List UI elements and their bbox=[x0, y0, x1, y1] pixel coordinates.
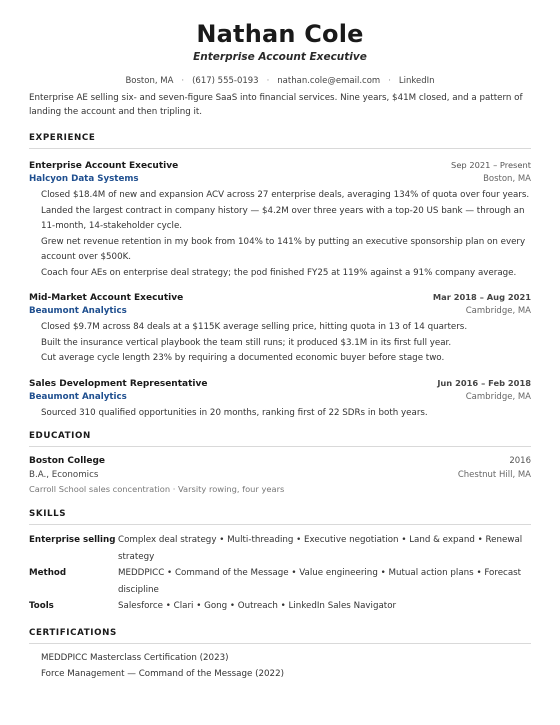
contact-line bbox=[29, 75, 531, 87]
section-title-experience: EXPERIENCE bbox=[29, 133, 531, 149]
skill-values: MEDDPICC • Command of the Message • Value engineering • Mutual action plans • Forecast discipline bbox=[118, 568, 522, 595]
job-bullet: Cut average cycle length 23% by requiring a documented economic buyer before stage two. bbox=[41, 353, 445, 363]
skill-category: Tools bbox=[29, 601, 54, 611]
graduation-year: 2016 bbox=[509, 456, 531, 466]
job-bullet: Sourced 310 qualified opportunities in 20 months, ranking first of 22 SDRs in both years. bbox=[41, 407, 428, 418]
job-bullet: Closed $18.4M of new and expansion ACV across 27 enterprise deals, averaging 134% of quota over four years. bbox=[41, 190, 530, 200]
education-entry bbox=[29, 454, 531, 496]
job-location: Boston, MA bbox=[483, 174, 531, 184]
job-dates: Sep 2021 – Present bbox=[451, 160, 531, 170]
school-name: Boston College bbox=[29, 456, 106, 466]
job-title: Mid-Market Account Executive bbox=[29, 293, 184, 303]
job-bullet: Coach four AEs on enterprise deal strategy; the pod finished FY25 at 119% against a 91% company average. bbox=[41, 267, 517, 278]
contact-location: Boston, MA bbox=[125, 76, 174, 86]
certifications-list bbox=[29, 650, 531, 683]
candidate-name: Nathan Cole bbox=[196, 20, 364, 48]
skill-category: Enterprise selling bbox=[29, 535, 116, 545]
section-title-certifications: CERTIFICATIONS bbox=[29, 628, 531, 644]
skill-category: Method bbox=[29, 568, 67, 578]
job-location: Cambridge, MA bbox=[465, 306, 531, 316]
job-bullet: Grew net revenue retention in my book from 104% to 141% by putting an executive sponsorship plan on every account over $500K. bbox=[41, 236, 526, 262]
job-dates: Jun 2016 – Feb 2018 bbox=[437, 377, 531, 388]
headline: Enterprise Account Executive bbox=[193, 51, 367, 63]
job-bullets bbox=[29, 406, 531, 422]
job-bullets bbox=[29, 188, 531, 281]
job-title: Sales Development Representative bbox=[29, 378, 208, 389]
company-name: Beaumont Analytics bbox=[29, 306, 127, 316]
job-location: Cambridge, MA bbox=[465, 391, 531, 402]
job-bullet: Landed the largest contract in company history — $4.2M over three years with a top-20 US bank — through an 11-month, 14-stakeholder cycle. bbox=[41, 205, 525, 231]
education-note: Carroll School sales concentration · Varsity rowing, four years bbox=[29, 484, 285, 494]
skill-row bbox=[29, 565, 531, 598]
contact-separator: · bbox=[181, 76, 185, 86]
section-title-education: EDUCATION bbox=[29, 431, 531, 447]
job-dates: Mar 2018 – Aug 2021 bbox=[432, 292, 531, 302]
job-entry bbox=[29, 377, 531, 422]
job-bullets bbox=[29, 320, 531, 367]
job-bullet: Built the insurance vertical playbook the team still runs; it produced $3.1M in its first full year. bbox=[41, 337, 452, 348]
section-title-skills: SKILLS bbox=[29, 509, 531, 525]
contact-phone: (617) 555-0193 bbox=[192, 76, 259, 86]
job-entry bbox=[29, 159, 531, 281]
skill-row bbox=[29, 598, 531, 615]
job-bullet: Closed $9.7M across 84 deals at a $115K average selling price, hitting quota in 13 of 14 quarters. bbox=[41, 322, 468, 332]
job-entry bbox=[29, 291, 531, 367]
job-title: Enterprise Account Executive bbox=[29, 161, 179, 171]
contact-separator: · bbox=[266, 76, 270, 86]
certification-item: MEDDPICC Masterclass Certification (2023) bbox=[41, 652, 229, 663]
contact-separator: · bbox=[388, 76, 391, 86]
linkedin-link[interactable]: LinkedIn bbox=[398, 76, 435, 86]
skill-row bbox=[29, 532, 531, 565]
company-name: Halcyon Data Systems bbox=[29, 174, 139, 184]
certification-item: Force Management — Command of the Message (2022) bbox=[41, 669, 284, 679]
skill-values: Complex deal strategy • Multi-threading • Executive negotiation • Land & expand • Renewal strategy bbox=[118, 535, 523, 562]
contact-email[interactable]: nathan.cole@email.com bbox=[277, 76, 381, 86]
skill-values: Salesforce • Clari • Gong • Outreach • LinkedIn Sales Navigator bbox=[118, 601, 397, 611]
degree: B.A., Economics bbox=[29, 470, 99, 480]
summary: Enterprise AE selling six- and seven-figure SaaS into financial services. Nine years, $41M closed, and a pattern of landing the account and then tripling it. bbox=[29, 93, 523, 117]
school-location: Chestnut Hill, MA bbox=[457, 470, 531, 480]
skills-table bbox=[29, 532, 531, 615]
company-name: Beaumont Analytics bbox=[29, 391, 127, 402]
